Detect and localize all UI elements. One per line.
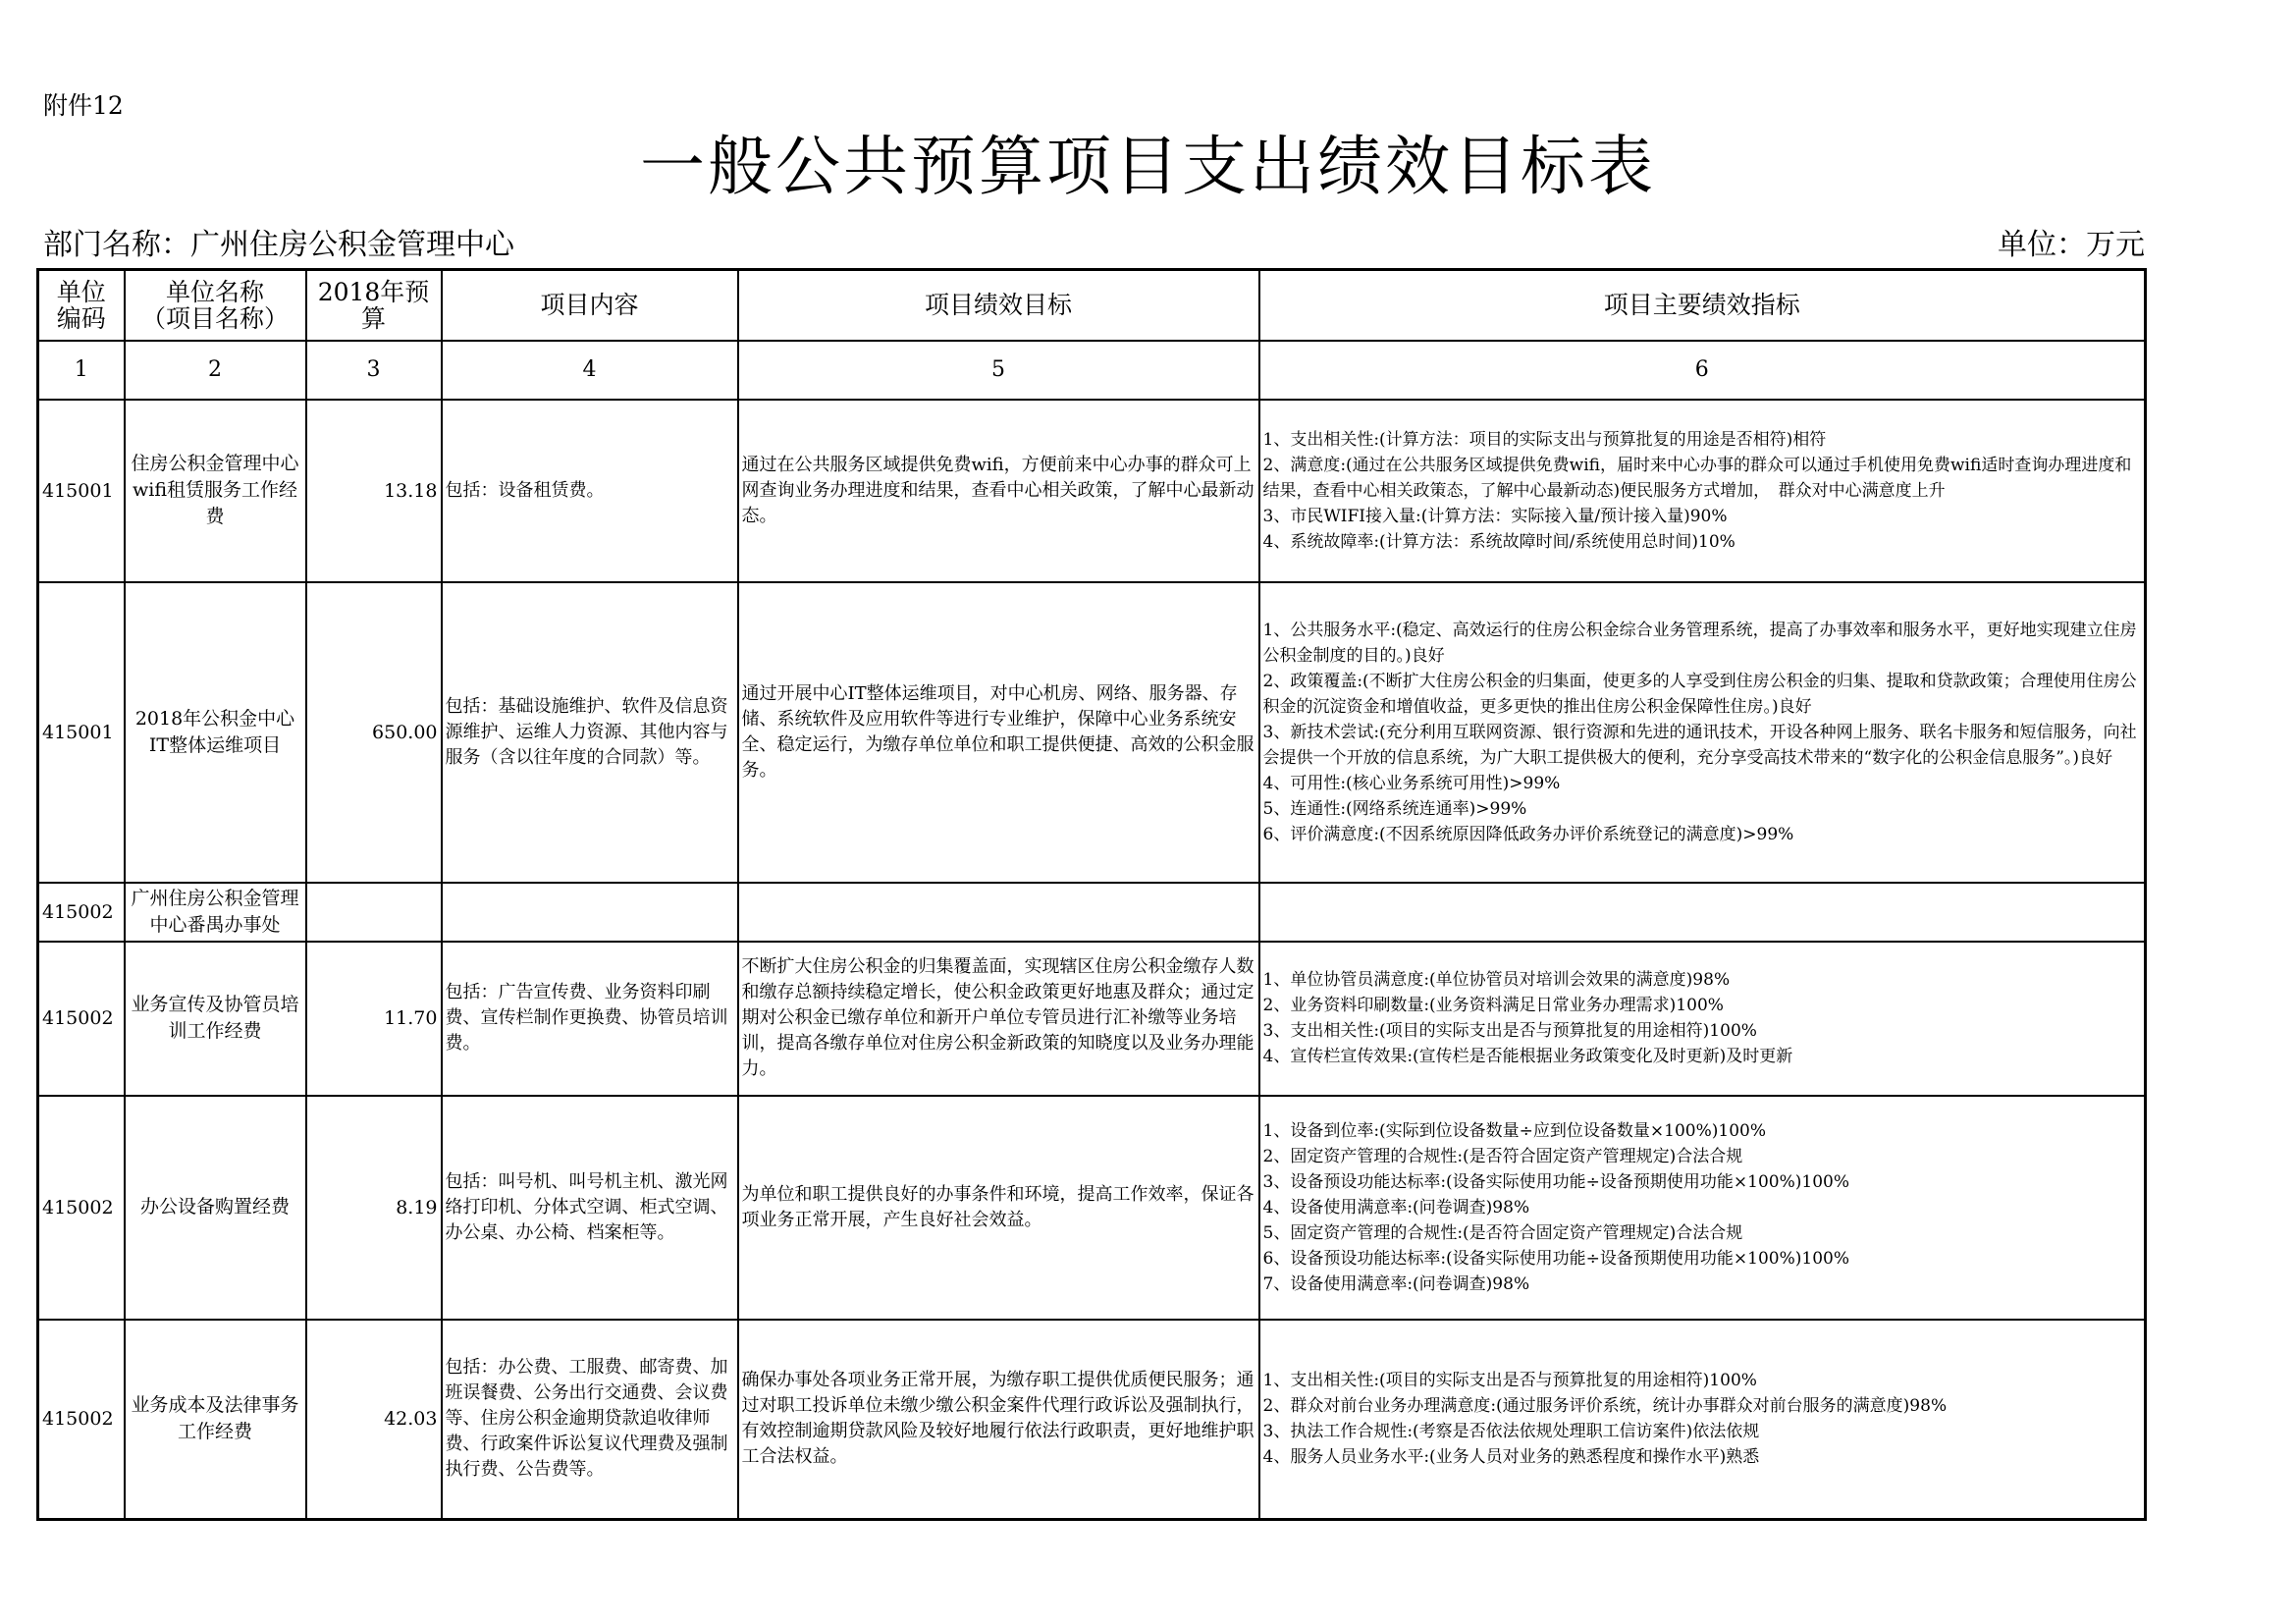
column-header: 单位名称 （项目名称） <box>125 270 306 341</box>
indicator-line: 4、服务人员业务水平:(业务人员对业务的熟悉程度和操作水平)熟悉 <box>1262 1447 1760 1468</box>
performance-indicators-cell <box>1259 1096 2146 1320</box>
performance-indicators-cell <box>1259 582 2146 883</box>
indicator-line: 3、执法工作合规性:(考察是否依法依规处理职工信访案件)依法依规 <box>1262 1422 1760 1442</box>
indicator-line: 2、固定资产管理的合规性:(是否符合固定资产管理规定)合法合规 <box>1262 1146 1743 1166</box>
indicator-line: 2、满意度:(通过在公共服务区域提供免费wifi，届时来中心办事的群众可以通过手机使用免费wifi适时查询办理进度和结果，查看中心相关政策态，了解中心最新动态)便民服务方式增加， 群众对中心满意度上升 <box>1262 455 2132 501</box>
indicator-line: 2、群众对前台业务办理满意度:(通过服务评价系统，统计办事群众对前台服务的满意度)98% <box>1262 1396 1948 1417</box>
unit-code-cell: 415002 <box>38 1096 125 1320</box>
indicator-line: 3、设备预设功能达标率:(设备实际使用功能÷设备预期使用功能×100%)100% <box>1262 1171 1849 1192</box>
performance-goal-cell: 为单位和职工提供良好的办事条件和环境，提高工作效率，保证各项业务正常开展，产生良好社会效益。 <box>738 1096 1259 1320</box>
column-number: 2 <box>125 341 306 400</box>
table-row <box>38 883 2146 942</box>
indicator-line: 3、市民WIFI接入量:(计算方法：实际接入量/预计接入量)90% <box>1262 506 1728 526</box>
unit-code-cell: 415001 <box>38 582 125 883</box>
column-header: 项目绩效目标 <box>738 270 1259 341</box>
unit-code-cell: 415001 <box>38 400 125 582</box>
indicator-line: 4、设备使用满意率:(问卷调查)98% <box>1262 1197 1530 1218</box>
attachment-label: 附件12 <box>43 91 124 120</box>
project-name-cell: 广州住房公积金管理中心番禺办事处 <box>125 883 306 942</box>
project-name-cell: 办公设备购置经费 <box>125 1096 306 1320</box>
indicator-line: 6、评价满意度:(不因系统原因降低政务办评价系统登记的满意度)>99% <box>1262 824 1794 844</box>
performance-goal-cell <box>738 883 1259 942</box>
indicator-line: 7、设备使用满意率:(问卷调查)98% <box>1262 1273 1530 1294</box>
indicator-line: 3、支出相关性:(项目的实际支出是否与预算批复的用途相符)100% <box>1262 1021 1757 1041</box>
performance-goal-cell: 通过在公共服务区域提供免费wifi，方便前来中心办事的群众可上网查询业务办理进度和结果，查看中心相关政策，了解中心最新动态。 <box>738 400 1259 582</box>
unit-label: 单位：万元 <box>1998 228 2145 262</box>
project-name-cell: 住房公积金管理中心wifi租赁服务工作经费 <box>125 400 306 582</box>
table-body <box>38 400 2146 1520</box>
indicator-line: 4、系统故障率:(计算方法：系统故障时间/系统使用总时间)10% <box>1262 531 1735 552</box>
indicator-line: 6、设备预设功能达标率:(设备实际使用功能÷设备预期使用功能×100%)100% <box>1262 1248 1849 1269</box>
column-number: 3 <box>306 341 442 400</box>
indicator-line: 5、固定资产管理的合规性:(是否符合固定资产管理规定)合法合规 <box>1262 1222 1743 1243</box>
unit-code-cell: 415002 <box>38 1320 125 1520</box>
indicator-line: 1、支出相关性:(计算方法：项目的实际支出与预算批复的用途是否相符)相符 <box>1262 429 1827 450</box>
performance-indicators-cell <box>1259 942 2146 1096</box>
project-content-cell <box>442 883 738 942</box>
column-header: 项目主要绩效指标 <box>1259 270 2146 341</box>
budget-cell <box>306 883 442 942</box>
budget-cell: 11.70 <box>306 942 442 1096</box>
table-row <box>38 400 2146 582</box>
project-name-cell: 业务宣传及协管员培训工作经费 <box>125 942 306 1096</box>
column-number: 1 <box>38 341 125 400</box>
budget-cell: 13.18 <box>306 400 442 582</box>
column-header: 单位 编码 <box>38 270 125 341</box>
performance-goal-cell: 确保办事处各项业务正常开展，为缴存职工提供优质便民服务；通过对职工投诉单位未缴少缴公积金案件代理行政诉讼及强制执行，有效控制逾期贷款风险及较好地履行依法行政职责，更好地维护职工合法权益。 <box>738 1320 1259 1520</box>
table-row <box>38 1096 2146 1320</box>
page-title: 一般公共预算项目支出绩效目标表 <box>640 129 1656 204</box>
project-content-cell: 包括：办公费、工服费、邮寄费、加班误餐费、公务出行交通费、会议费等、住房公积金逾期贷款追收律师费、行政案件诉讼复议代理费及强制执行费、公告费等。 <box>442 1320 738 1520</box>
column-header: 项目内容 <box>442 270 738 341</box>
performance-indicators-cell <box>1259 883 2146 942</box>
indicator-line: 1、单位协管员满意度:(单位协管员对培训会效果的满意度)98% <box>1262 970 1731 990</box>
performance-goal-cell: 不断扩大住房公积金的归集覆盖面，实现辖区住房公积金缴存人数和缴存总额持续稳定增长，使公积金政策更好地惠及群众；通过定期对公积金已缴存单位和新开户单位专管员进行汇补缴等业务培训，提高各缴存单位对住房公积金新政策的知晓度以及业务办理能力。 <box>738 942 1259 1096</box>
indicator-line: 1、设备到位率:(实际到位设备数量÷应到位设备数量×100%)100% <box>1262 1120 1766 1141</box>
column-number: 4 <box>442 341 738 400</box>
department-name: 部门名称：广州住房公积金管理中心 <box>43 228 514 262</box>
performance-table <box>36 268 2147 1521</box>
column-header: 2018年预 算 <box>306 270 442 341</box>
indicator-line: 1、公共服务水平:(稳定、高效运行的住房公积金综合业务管理系统，提高了办事效率和服务水平，更好地实现建立住房公积金制度的目的。)良好 <box>1262 620 2137 666</box>
budget-cell: 650.00 <box>306 582 442 883</box>
unit-code-cell: 415002 <box>38 942 125 1096</box>
project-content-cell: 包括：设备租赁费。 <box>442 400 738 582</box>
indicator-line: 4、可用性:(核心业务系统可用性)>99% <box>1262 773 1561 793</box>
unit-code-cell: 415002 <box>38 883 125 942</box>
table-row <box>38 1320 2146 1520</box>
table-row <box>38 582 2146 883</box>
column-number: 6 <box>1259 341 2146 400</box>
column-number: 5 <box>738 341 1259 400</box>
indicator-line: 2、业务资料印刷数量:(业务资料满足日常业务办理需求)100% <box>1262 996 1724 1015</box>
budget-cell: 42.03 <box>306 1320 442 1520</box>
project-name-cell: 2018年公积金中心IT整体运维项目 <box>125 582 306 883</box>
performance-goal-cell: 通过开展中心IT整体运维项目，对中心机房、网络、服务器、存储、系统软件及应用软件等进行专业维护，保障中心业务系统安全、稳定运行，为缴存单位单位和职工提供便捷、高效的公积金服务。 <box>738 582 1259 883</box>
project-name-cell: 业务成本及法律事务工作经费 <box>125 1320 306 1520</box>
table-row <box>38 942 2146 1096</box>
indicator-line: 2、政策覆盖:(不断扩大住房公积金的归集面，使更多的人享受到住房公积金的归集、提取和贷款政策；合理使用住房公积金的沉淀资金和增值收益，更多更快的推出住房公积金保障性住房。)良好 <box>1262 671 2137 717</box>
indicator-line: 1、支出相关性:(项目的实际支出是否与预算批复的用途相符)100% <box>1262 1371 1757 1391</box>
performance-indicators-cell <box>1259 400 2146 582</box>
project-content-cell: 包括：广告宣传费、业务资料印刷费、宣传栏制作更换费、协管员培训费。 <box>442 942 738 1096</box>
project-content-cell: 包括：基础设施维护、软件及信息资源维护、运维人力资源、其他内容与服务（含以往年度的合同款）等。 <box>442 582 738 883</box>
indicator-line: 3、新技术尝试:(充分利用互联网资源、银行资源和先进的通讯技术，开设各种网上服务、联名卡服务和短信服务，向社会提供一个开放的信息系统，为广大职工提供极大的便利，充分享受高技术带来的“数字化的公积金信息服务”。)良好 <box>1262 722 2137 768</box>
budget-cell: 8.19 <box>306 1096 442 1320</box>
column-number-row <box>38 341 2146 400</box>
indicator-line: 5、连通性:(网络系统连通率)>99% <box>1262 798 1527 819</box>
project-content-cell: 包括：叫号机、叫号机主机、激光网络打印机、分体式空调、柜式空调、办公桌、办公椅、档案柜等。 <box>442 1096 738 1320</box>
header-row <box>38 270 2146 341</box>
indicator-line: 4、宣传栏宣传效果:(宣传栏是否能根据业务政策变化及时更新)及时更新 <box>1262 1047 1793 1066</box>
performance-indicators-cell <box>1259 1320 2146 1520</box>
